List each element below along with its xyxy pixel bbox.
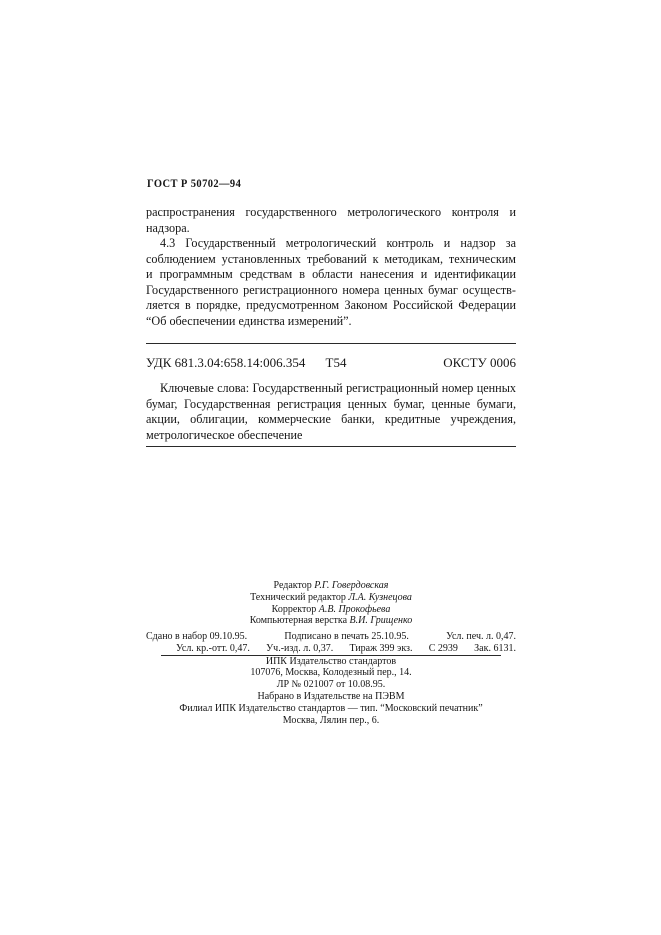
imprint-address: 107076, Москва, Колодезный пер., 14. [250, 667, 412, 679]
divider-top [146, 343, 516, 344]
imprint-row-sheets: Усл. кр.-отт. 0,47. Уч.-изд. л. 0,37. Тираж 399 экз. С 2939 Зак. 6131. [176, 642, 516, 654]
text-line: ляется в порядке, предусмотренном Законом Российской Федерации [146, 298, 516, 312]
text-line: и программным средствам в области нанесения и идентификации [146, 267, 516, 281]
text-line: “Об обеспечении единства измерений”. [146, 313, 352, 328]
group-code: Т54 [325, 355, 347, 370]
imprint-divider [161, 655, 501, 656]
standard-code-header: ГОСТ Р 50702—94 [147, 178, 242, 191]
keywords-line: акции, облигации, коммерческие банки, кредитные учреждения, [146, 412, 516, 426]
text-line: распространения государственного метрологического контроля и [146, 205, 516, 219]
clause-text [146, 205, 516, 329]
keywords-block [146, 381, 516, 443]
divider-bottom [146, 446, 516, 447]
keywords-line: метрологическое обеспечение [146, 427, 303, 442]
text-line: соблюдением установленных требований к методикам, техническим [146, 251, 516, 266]
text-line: Государственного регистрационного номера ценных бумаг осуществ- [146, 282, 516, 297]
imprint-branch: Филиал ИПК Издательство стандартов — тип. “Московский печатник” [179, 702, 483, 714]
imprint-branch-address: Москва, Лялин пер., 6. [282, 714, 380, 726]
udk-code: УДК 681.3.04:658.14:006.354 [146, 355, 306, 370]
imprint-row-dates: Сдано в набор 09.10.95. Подписано в печать 25.10.95. Усл. печ. л. 0,47. [146, 631, 516, 642]
text-line: надзора. [146, 220, 190, 235]
imprint-typeset: Набрано в Издательстве на ПЭВМ [257, 690, 405, 702]
credit-tech-editor: Технический редактор Л.А. Кузнецова [250, 591, 412, 603]
imprint-publisher: ИПК Издательство стандартов [265, 655, 397, 667]
credit-editor: Редактор Р.Г. Говердовская [273, 580, 389, 591]
imprint-block [146, 631, 516, 726]
credit-layout: Компьютерная верстка В.И. Грищенко [249, 615, 413, 627]
classification-row [146, 355, 516, 371]
keywords-line: бумаг, Государственная регистрация ценных бумаг, ценные бумаги, [146, 396, 516, 411]
imprint-license: ЛР № 021007 от 10.08.95. [276, 679, 386, 691]
text-line: 4.3 Государственный метрологический контроль и надзор за [160, 236, 516, 250]
credit-corrector: Корректор А.В. Прокофьева [271, 603, 391, 615]
okstu-code: ОКСТУ 0006 [443, 355, 516, 370]
credits-block [146, 580, 516, 627]
keywords-line: Ключевые слова: Государственный регистрационный номер ценных [160, 381, 516, 395]
